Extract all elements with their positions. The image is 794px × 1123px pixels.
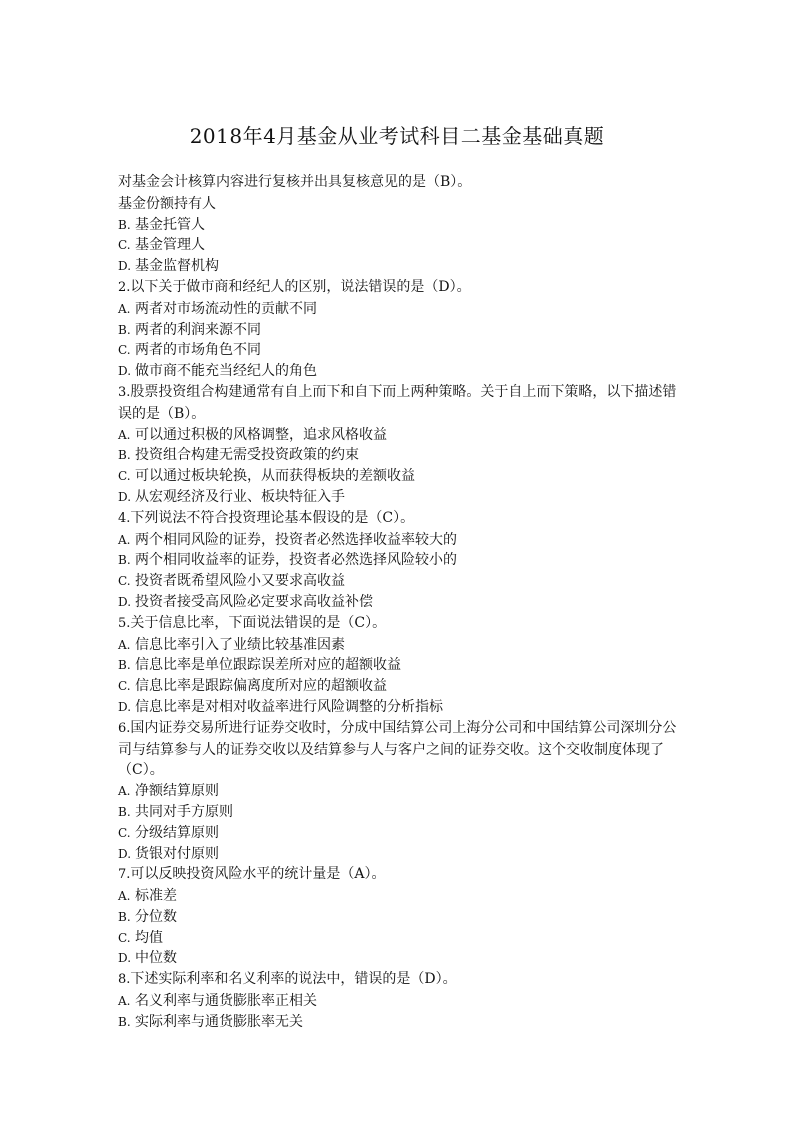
question-stem	[118, 864, 678, 886]
option-text: 从宏观经济及行业、板块特征入手	[135, 488, 345, 505]
answer-option	[118, 550, 678, 571]
option-text: 投资组合构建无需受投资政策的约束	[135, 447, 359, 464]
option-text: 信息比率是单位跟踪误差所对应的超额收益	[135, 657, 401, 674]
option-letter: C.	[118, 469, 131, 484]
question-number: 8.	[118, 972, 131, 988]
answer-option	[118, 781, 678, 802]
question-stem	[118, 613, 678, 635]
answer-option	[118, 320, 678, 341]
option-text: 投资者既希望风险小又要求高收益	[135, 573, 345, 590]
option-text: 分级结算原则	[135, 824, 219, 841]
answer-option	[118, 361, 678, 382]
option-text: 基金份额持有人	[118, 195, 216, 212]
option-text: 名义利率与通货膨胀率正相关	[135, 993, 317, 1010]
option-text: 基金管理人	[135, 237, 205, 254]
option-letter: B.	[118, 909, 131, 924]
answer-option	[118, 697, 678, 718]
answer-option	[118, 299, 678, 320]
option-text: 共同对手方原则	[135, 803, 233, 820]
option-letter: B.	[118, 448, 131, 463]
question-number: 7.	[118, 867, 131, 883]
answer-option	[118, 466, 678, 487]
document-title: 2018年4月基金从业考试科目二基金基础真题	[189, 124, 605, 148]
answer-option	[118, 340, 678, 361]
question-stem	[118, 382, 678, 425]
option-letter: A.	[118, 427, 131, 442]
question-number: 4.	[118, 510, 131, 526]
option-letter: D.	[118, 594, 132, 609]
answer-option	[118, 256, 678, 277]
option-text: 均值	[135, 929, 163, 946]
option-letter: D.	[118, 259, 132, 274]
question-stem	[118, 277, 678, 299]
question-number: 6.	[118, 720, 131, 736]
question-list	[118, 172, 678, 1033]
answer-option	[118, 235, 678, 256]
option-letter: C.	[118, 930, 131, 945]
option-text: 可以通过积极的风格调整，追求风格收益	[135, 426, 387, 443]
option-text: 两者的市场角色不同	[135, 342, 261, 359]
question-text: 关于信息比率，下面说法错误的是（C）。	[130, 614, 387, 631]
option-text: 基金监督机构	[135, 258, 219, 275]
answer-option	[118, 886, 678, 907]
answer-option	[118, 487, 678, 508]
option-letter: D.	[118, 699, 132, 714]
answer-option	[118, 635, 678, 656]
option-letter: B.	[118, 804, 131, 819]
question-text: 国内证券交易所进行证券交收时，分成中国结算公司上海分公司和中国结算公司深圳分公司与结算参与人的证券交收以及结算参与人与客户之间的证券交收。这个交收制度体现了（C）。	[118, 719, 677, 779]
question-text: 股票投资组合构建通常有自上而下和自下而上两种策略。关于自上而下策略，以下描述错误的是（B）。	[118, 383, 677, 422]
option-text: 投资者接受高风险必定要求高收益补偿	[135, 593, 373, 610]
option-text: 净额结算原则	[135, 783, 219, 800]
option-text: 基金托管人	[135, 216, 205, 233]
option-letter: A.	[118, 784, 131, 799]
option-text: 两个相同风险的证券，投资者必然选择收益率较大的	[135, 531, 457, 548]
option-letter: C.	[118, 238, 131, 253]
question-stem	[118, 508, 678, 530]
option-letter: B.	[118, 1014, 131, 1029]
answer-option	[118, 655, 678, 676]
option-letter: C.	[118, 574, 131, 589]
option-letter: A.	[118, 532, 131, 547]
answer-option	[118, 445, 678, 466]
question-text: 下列说法不符合投资理论基本假设的是（C）。	[130, 509, 415, 526]
option-text: 信息比率是跟踪偏离度所对应的超额收益	[135, 678, 387, 695]
question-number: 2.	[118, 279, 131, 295]
question-text: 以下关于做市商和经纪人的区别，说法错误的是（D）。	[130, 278, 471, 295]
option-letter: A.	[118, 889, 131, 904]
option-letter: D.	[118, 846, 132, 861]
option-letter: B.	[118, 322, 131, 337]
option-text: 货银对付原则	[135, 845, 219, 862]
option-text: 两者的利润来源不同	[135, 321, 261, 338]
question-text: 可以反映投资风险水平的统计量是（A）。	[130, 866, 386, 883]
option-letter: B.	[118, 553, 131, 568]
question-stem	[118, 172, 678, 194]
answer-option	[118, 215, 678, 236]
option-letter: D.	[118, 364, 132, 379]
answer-option	[118, 948, 678, 969]
option-text: 两者对市场流动性的贡献不同	[135, 300, 317, 317]
option-letter: D.	[118, 951, 132, 966]
option-letter: B.	[118, 217, 131, 232]
answer-option	[118, 592, 678, 613]
question-number: 5.	[118, 615, 131, 631]
answer-option	[118, 907, 678, 928]
option-text: 信息比率引入了业绩比较基准因素	[135, 636, 345, 653]
option-letter: B.	[118, 658, 131, 673]
answer-option	[118, 844, 678, 865]
option-letter: C.	[118, 825, 131, 840]
question-stem	[118, 718, 678, 781]
question-text: 对基金会计核算内容进行复核并出具复核意见的是（B）。	[118, 174, 472, 190]
answer-option	[118, 530, 678, 551]
option-letter: A.	[118, 301, 131, 316]
answer-option	[118, 823, 678, 844]
option-text: 做市商不能充当经纪人的角色	[135, 363, 317, 380]
answer-option	[118, 194, 678, 215]
question-stem	[118, 969, 678, 991]
option-letter: C.	[118, 343, 131, 358]
answer-option	[118, 425, 678, 446]
answer-option	[118, 928, 678, 949]
option-text: 标准差	[135, 888, 177, 905]
option-letter: A.	[118, 994, 131, 1009]
option-text: 分位数	[135, 908, 177, 925]
question-number: 3.	[118, 384, 131, 400]
answer-option	[118, 676, 678, 697]
option-letter: D.	[118, 489, 132, 504]
answer-option	[118, 802, 678, 823]
option-letter: A.	[118, 637, 131, 652]
answer-option	[118, 991, 678, 1012]
option-text: 两个相同收益率的证券，投资者必然选择风险较小的	[135, 552, 457, 569]
option-text: 信息比率是对相对收益率进行风险调整的分析指标	[135, 698, 443, 715]
option-letter: C.	[118, 679, 131, 694]
option-text: 可以通过板块轮换，从而获得板块的差额收益	[135, 468, 415, 485]
option-text: 实际利率与通货膨胀率无关	[135, 1013, 303, 1030]
answer-option	[118, 571, 678, 592]
answer-option	[118, 1012, 678, 1033]
option-text: 中位数	[135, 950, 177, 967]
question-text: 下述实际利率和名义利率的说法中，错误的是（D）。	[130, 971, 457, 988]
